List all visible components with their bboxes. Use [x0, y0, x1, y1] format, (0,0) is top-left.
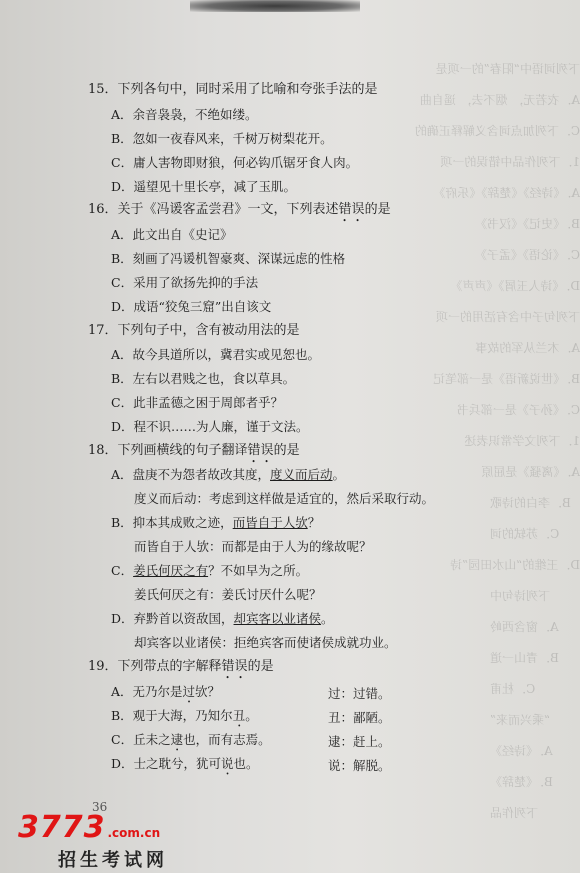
- q19-option-c: C．丘未之逮也，而有志焉。: [111, 732, 271, 747]
- q18-option-c: C．姜氏何厌之有？不如早为之所。: [111, 563, 309, 578]
- q19-option-d: D．士之耽兮，犹可说也。: [111, 756, 259, 771]
- q19-option-b: B．观于大海，乃知尔丑。: [111, 708, 258, 723]
- q16-option-b: B．刻画了冯谖机智豪爽、深谋远虑的性格: [111, 251, 346, 266]
- q17-option-b: B．左右以君贱之也，食以草具。: [111, 371, 296, 386]
- binding-shadow: [190, 0, 360, 12]
- q16-option-d: D．成语“狡兔三窟”出自该文: [111, 299, 272, 314]
- bleed-through-text: 下列词语中“阳春”的一项是 A．衣若无， 烟不去， 遥自曲 C．下列加点词含义解释正确的 1．下列作品中错误的一项 A．《诗经》《楚辞》《乐府》 B．《史记》《汉书》 C．《论语》《孟子》 D．《诗人玉屑》《声声》 下列句子中含有活用的一项 A．木兰从军的故事 B．《世说新语》是一部笔记 C．《孙子》是一部兵书 1．下列文学常识表述 A．《离骚》是屈原 B．李白的诗歌 C．苏轼的词 D．王维的“山水田园”诗 下列诗句中 A．窗含西岭 B．青山一道 C．杜甫 “乘兴而来” A．《诗经》 B．《楚辞》 下列作品: [414, 62, 580, 820]
- q18-stem: 18．下列画横线的句子翻译错误的是: [88, 443, 300, 458]
- q19-gloss-b: 丑：鄙陋。: [328, 710, 391, 725]
- q18-option-b-translation: 而皆自于人欤：而都是由于人为的缘故呢？: [134, 539, 372, 554]
- watermark-domain: .com.cn: [107, 826, 161, 840]
- q19-gloss-a: 过：过错。: [328, 686, 391, 701]
- q16-option-c: C．采用了欲扬先抑的手法: [111, 275, 259, 290]
- q17-option-d: D．程不识……为人廉，谨于文法。: [111, 419, 309, 434]
- q18-option-a-translation: 度义而后动：考虑到这样做是适宜的，然后采取行动。: [134, 491, 435, 506]
- q15-stem: 15．下列各句中，同时采用了比喻和夸张手法的是: [88, 82, 378, 97]
- q19-stem: 19．下列带点的字解释错误的是: [88, 659, 274, 674]
- q15-option-c: C．庸人害物即财狼，何必钩爪锯牙食人肉。: [111, 155, 359, 170]
- watermark-logo: [18, 810, 168, 871]
- q18-option-d: D．弃黔首以资敌国，却宾客以业诸侯。: [111, 611, 334, 626]
- q17-stem: 17．下列句子中，含有被动用法的是: [88, 323, 300, 338]
- q17-option-a: A．故今具道所以，冀君实或见恕也。: [111, 347, 321, 362]
- q19-gloss-c: 逮：赶上。: [328, 734, 391, 749]
- q18-option-c-translation: 姜氏何厌之有：姜氏讨厌什么呢？: [134, 587, 322, 602]
- q15-option-b: B．忽如一夜春风来，千树万树梨花开。: [111, 131, 333, 146]
- q19-option-a: A．无乃尔是过欤？: [111, 684, 221, 699]
- q18-option-b: B．抑本其成败之迹，而皆自于人欤？: [111, 515, 321, 530]
- q19-gloss-d: 说：解脱。: [328, 758, 391, 773]
- q17-option-c: C．此非孟德之困于周郎者乎？: [111, 395, 284, 410]
- q15-option-a: A．余音袅袅，不绝如缕。: [111, 107, 258, 122]
- watermark-subtitle: 招生考试网: [58, 850, 168, 871]
- q15-option-d: D．遥望见十里长亭，减了玉肌。: [111, 179, 297, 194]
- q18-option-d-translation: 却宾客以业诸侯：拒绝宾客而使诸侯成就功业。: [134, 635, 397, 650]
- q16-option-a: A．此文出自《史记》: [111, 227, 233, 242]
- q16-stem: 16．关于《冯谖客孟尝君》一文，下列表述错误的是: [88, 202, 391, 217]
- watermark-number: 3773: [18, 810, 106, 845]
- q18-option-a: A．盘庚不为怨者故改其度，度义而后动。: [111, 467, 346, 482]
- page-number: 36: [92, 800, 108, 814]
